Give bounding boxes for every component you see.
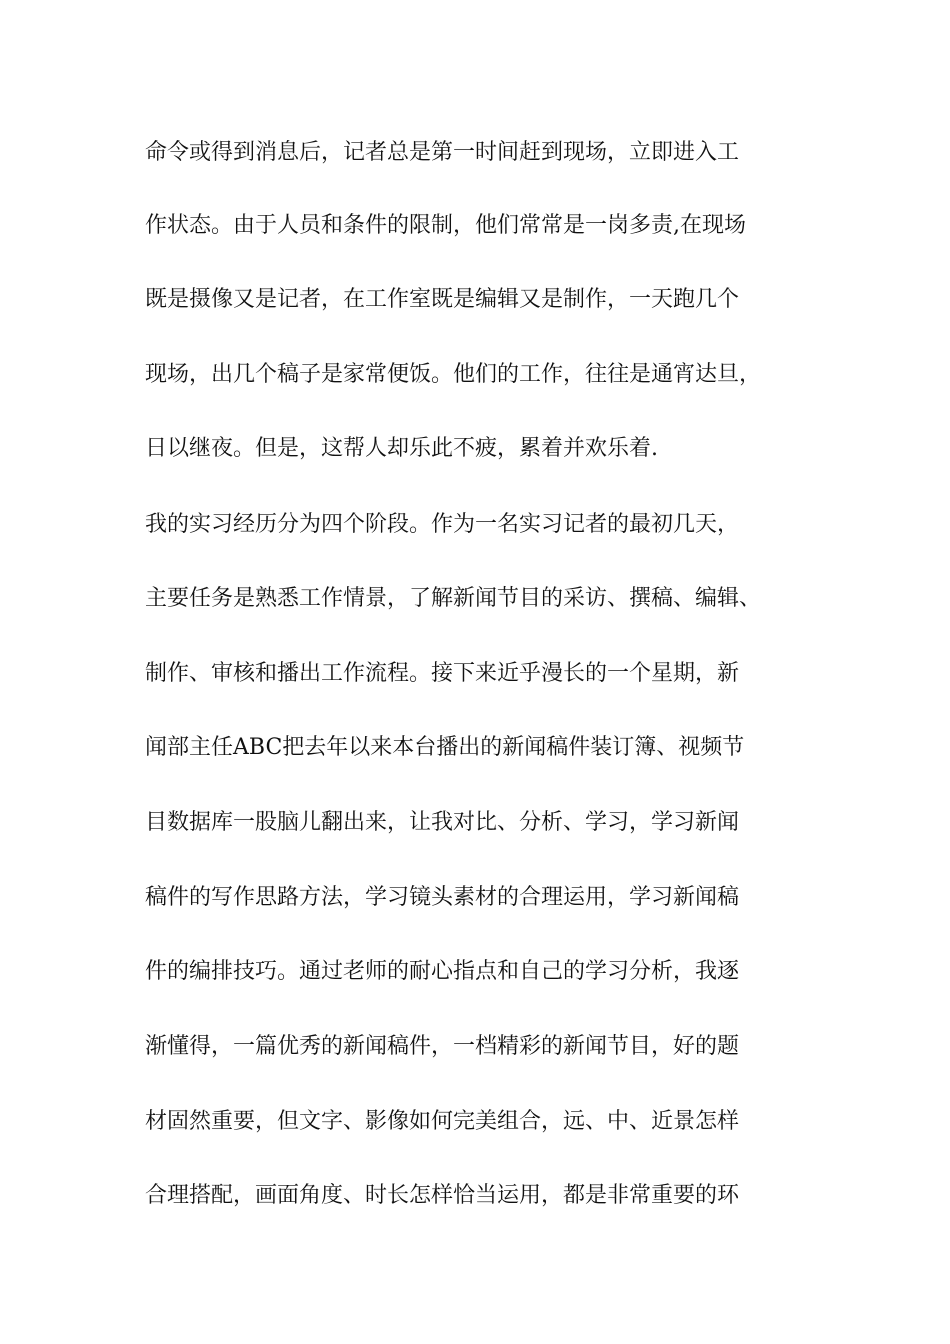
text-line: 作状态。由于人员和条件的限制，他们常常是一岗多责,在现场	[145, 213, 746, 238]
text-line: 现场，出几个稿子是家常便饭。他们的工作，往往是通宵达旦，	[145, 362, 762, 387]
text-line: 合理搭配，画面角度、时长怎样恰当运用，都是非常重要的环	[145, 1183, 740, 1208]
text-line: 命令或得到消息后，记者总是第一时间赶到现场，立即进入工	[145, 140, 740, 165]
text-line: 日以继夜。但是，这帮人却乐此不疲，累着并欢乐着.	[145, 436, 658, 461]
text-line: 我的实习经历分为四个阶段。作为一名实习记者的最初几天，	[145, 512, 740, 537]
text-line: 稿件的写作思路方法，学习镜头素材的合理运用，学习新闻稿	[145, 885, 740, 910]
text-line: 件的编排技巧。通过老师的耐心指点和自己的学习分析，我逐	[145, 959, 740, 984]
text-line: 目数据库一股脑儿翻出来，让我对比、分析、学习，学习新闻	[145, 810, 740, 835]
text-line: 渐懂得，一篇优秀的新闻稿件，一档精彩的新闻节目，好的题	[145, 1034, 740, 1059]
text-line: 既是摄像又是记者，在工作室既是编辑又是制作，一天跑几个	[145, 287, 740, 312]
text-line: 材固然重要，但文字、影像如何完美组合，远、中、近景怎样	[145, 1109, 740, 1134]
text-line: 闻部主任ABC把去年以来本台播出的新闻稿件装订簿、视频节	[145, 735, 745, 760]
text-line: 制作、审核和播出工作流程。接下来近乎漫长的一个星期，新	[145, 661, 740, 686]
text-line: 主要任务是熟悉工作情景，了解新闻节目的采访、撰稿、编辑、	[145, 586, 762, 611]
